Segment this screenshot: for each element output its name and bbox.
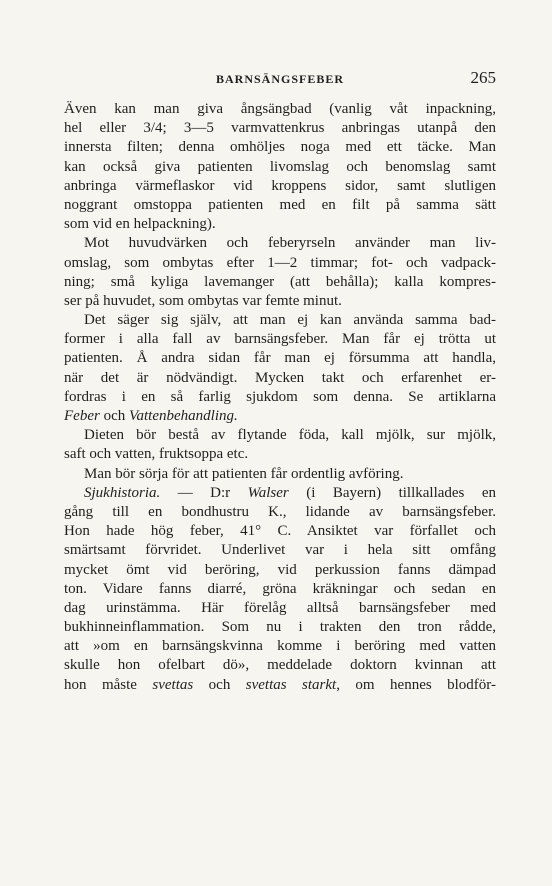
text-line: att »om en barnsängskvinna komme i beröring med vatten [64, 638, 496, 655]
text-line: när det är nödvändigt. Mycken takt och erfarenhet er- [64, 369, 496, 386]
text-span: — D:r [160, 484, 248, 501]
body-text [64, 100, 496, 695]
text-line: Dieten bör bestå av flytande föda, kall mjölk, sur mjölk, [84, 427, 496, 444]
italic-phrase: Walser [247, 484, 289, 501]
text-span: (i Bayern) tillkallades en [288, 484, 496, 501]
text-line: Man bör sörja för att patienten får ordentlig avföring. [84, 465, 404, 482]
page-number: 265 [470, 68, 496, 87]
text-line: Mot huvudvärken och feberyrseln använder man liv- [84, 235, 496, 252]
running-title: BARNSÄNGSFEBER [215, 72, 345, 86]
text-line: som vid en helpackning). [64, 216, 216, 233]
text-line: Hon hade hög feber, 41° C. Ansiktet var förfallet och [64, 523, 496, 540]
text-span: och [99, 408, 129, 424]
text-line: former i alla fall av barnsängsfeber. Man får ej trötta ut [64, 331, 496, 348]
text-line: fordras i en så farlig sjukdom som denna. Se artiklarna [64, 388, 496, 405]
text-span: , om hennes blodför- [336, 676, 496, 693]
italic-phrase: svettas starkt [245, 676, 337, 693]
text-line: Det säger sig själv, att man ej kan använda samma bad- [84, 312, 496, 329]
italic-phrase: svettas [152, 676, 194, 693]
text-line: saft och vatten, fruktsoppa etc. [64, 446, 249, 463]
text-line: hel eller 3/4; 3—5 varmvattenkrus anbringas utanpå den [64, 120, 496, 137]
text-line [64, 407, 496, 426]
text-line [64, 484, 496, 503]
page-header [64, 68, 496, 90]
italic-phrase: Sjukhistoria. [84, 484, 161, 501]
text-line [64, 676, 496, 695]
text-line: Även kan man giva ångsängbad (vanlig våt inpackning, [64, 101, 496, 117]
text-line: mycket ömt vid beröring, vid perkussion fanns dämpad [64, 561, 496, 578]
text-line: skulle hon ofelbart dö», meddelade doktorn kvinnan att [64, 657, 496, 674]
text-line: bukhinneinflammation. Som nu i trakten den tron rådde, [64, 619, 496, 636]
text-span: hon måste [64, 676, 153, 693]
text-line: dag urinstämma. Här förelåg alltså barnsängsfeber med [64, 599, 496, 616]
text-line: omslag, som ombytas efter 1—2 timmar; fot- och vadpack- [64, 254, 496, 271]
text-span: och [193, 676, 246, 693]
italic-phrase: Feber [64, 408, 100, 424]
text-line: smärtsamt förvridet. Underlivet var i hela sitt omfång [64, 542, 496, 559]
text-line: ton. Vidare fanns diarré, gröna kräkningar och sedan en [64, 580, 496, 597]
text-line: ser på huvudet, som ombytas var femte minut. [64, 292, 342, 309]
italic-phrase: Vattenbehandling. [129, 408, 238, 424]
text-line: noggrant omstoppa patienten med en filt på samma sätt [64, 196, 496, 213]
text-line: kan också giva patienten livomslag och benomslag samt [64, 158, 496, 175]
text-line: innersta filten; denna omhöljes noga med ett täcke. Man [64, 139, 496, 156]
text-line: patienten. Å andra sidan får man ej försumma att handla, [64, 350, 496, 367]
text-line: anbringa värmeflaskor vid kroppens sidor, samt slutligen [64, 177, 496, 194]
text-line: gång till en bondhustru K., lidande av barnsängsfeber. [64, 503, 496, 520]
text-line: ning; små kyliga lavemanger (att behålla); kalla kompres- [64, 273, 496, 290]
